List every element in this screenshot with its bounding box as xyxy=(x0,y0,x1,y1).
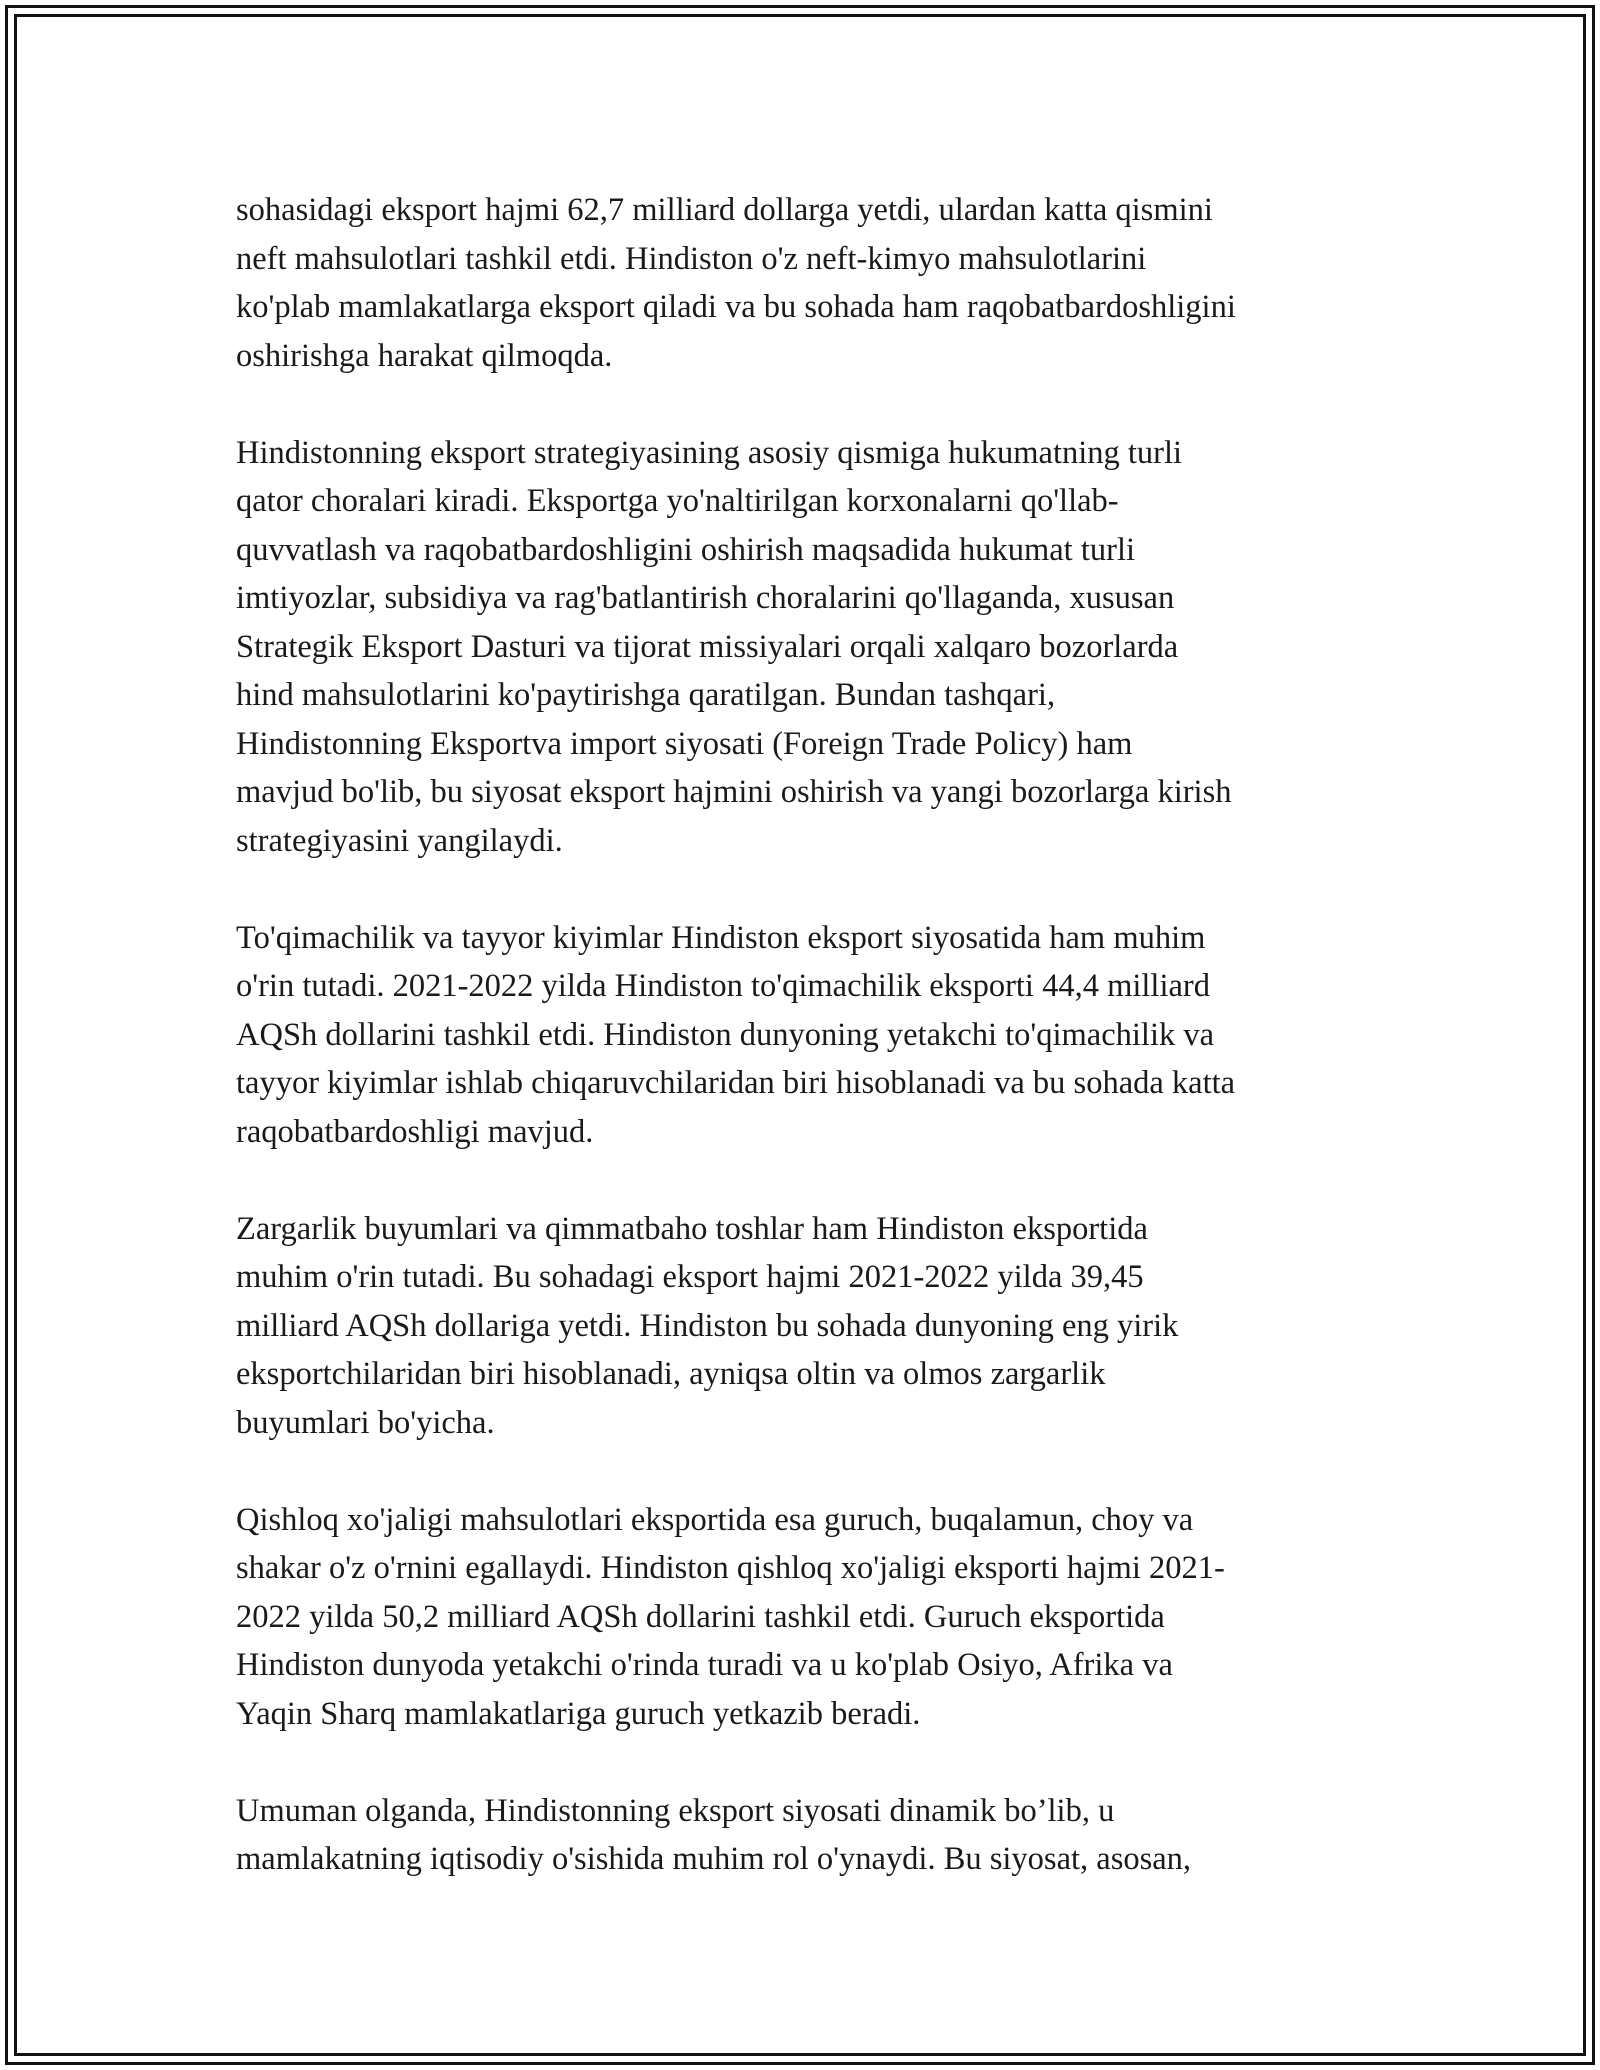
text-line: buyumlari bo'yicha. xyxy=(236,1404,495,1441)
paragraph-export-strategy xyxy=(236,429,1376,866)
text-line: sohasidagi eksport hajmi 62,7 milliard dollarga yetdi, ulardan katta qismini xyxy=(236,192,1213,228)
text-line: quvvatlash va raqobatbardoshligini oshirish maqsadida hukumat turli xyxy=(236,531,1136,568)
text-line: imtiyozlar, subsidiya va rag'batlantirish choralarini qo'llaganda, xususan xyxy=(236,580,1175,616)
text-line: mavjud bo'lib, bu siyosat eksport hajmini oshirish va yangi bozorlarga kirish xyxy=(236,774,1232,810)
text-line: eksportchilaridan biri hisoblanadi, ayniqsa oltin va olmos zargarlik xyxy=(236,1356,1106,1392)
text-line: hind mahsulotlarini ko'paytirishga qaratilgan. Bundan tashqari, xyxy=(236,677,1056,713)
text-line: Hindistonning eksport strategiyasining asosiy qismiga hukumatning turli xyxy=(236,434,1183,471)
text-line: muhim o'rin tutadi. Bu sohadagi eksport hajmi 2021-2022 yilda 39,45 xyxy=(236,1259,1144,1295)
text-line: Qishloq xo'jaligi mahsulotlari eksportida esa guruch, buqalamun, choy va xyxy=(236,1501,1194,1538)
text-line: Strategik Eksport Dasturi va tijorat missiyalari orqali xalqaro bozorlarda xyxy=(236,628,1179,665)
text-line: Zargarlik buyumlari va qimmatbaho toshlar ham Hindiston eksportida xyxy=(236,1210,1148,1247)
paragraph-conclusion xyxy=(236,1787,1376,1884)
paragraph-textile-exports xyxy=(236,914,1376,1157)
text-line: shakar o'z o'rnini egallaydi. Hindiston qishloq xo'jaligi eksporti hajmi 2021- xyxy=(236,1550,1225,1586)
document-body xyxy=(236,186,1376,1884)
text-line: o'rin tutadi. 2021-2022 yilda Hindiston to'qimachilik eksporti 44,4 milliard xyxy=(236,968,1210,1004)
text-line: AQSh dollarini tashkil etdi. Hindiston dunyoning yetakchi to'qimachilik va xyxy=(236,1016,1215,1053)
text-line: 2022 yilda 50,2 milliard AQSh dollarini tashkil etdi. Guruch eksportida xyxy=(236,1598,1165,1635)
text-line: mamlakatning iqtisodiy o'sishida muhim rol o'ynaydi. Bu siyosat, asosan, xyxy=(236,1841,1192,1877)
paragraph-jewelry-exports xyxy=(236,1205,1376,1448)
text-line: Yaqin Sharq mamlakatlariga guruch yetkazib beradi. xyxy=(236,1695,921,1732)
text-line: ko'plab mamlakatlarga eksport qiladi va bu sohada ham raqobatbardoshligini xyxy=(236,289,1236,325)
text-line: qator choralari kiradi. Eksportga yo'naltirilgan korxonalarni qo'llab- xyxy=(236,483,1119,519)
text-line: tayyor kiyimlar ishlab chiqaruvchilaridan biri hisoblanadi va bu sohada katta xyxy=(236,1065,1236,1101)
text-line: Hindiston dunyoda yetakchi o'rinda turadi va u ko'plab Osiyo, Afrika va xyxy=(236,1647,1173,1683)
paragraph-agricultural-exports xyxy=(236,1496,1376,1739)
paragraph-petrochemical-exports xyxy=(236,186,1376,380)
text-line: Hindistonning Eksportva import siyosati (Foreign Trade Policy) ham xyxy=(236,725,1133,762)
text-line: To'qimachilik va tayyor kiyimlar Hindiston eksport siyosatida ham muhim xyxy=(236,919,1206,956)
text-line: Umuman olganda, Hindistonning eksport siyosati dinamik bo’lib, u xyxy=(236,1792,1115,1829)
text-line: raqobatbardoshligi mavjud. xyxy=(236,1113,594,1150)
text-line: strategiyasini yangilaydi. xyxy=(236,822,563,859)
text-line: milliard AQSh dollariga yetdi. Hindiston bu sohada dunyoning eng yirik xyxy=(236,1307,1179,1344)
text-line: oshirishga harakat qilmoqda. xyxy=(236,337,613,374)
text-line: neft mahsulotlari tashkil etdi. Hindiston o'z neft-kimyo mahsulotlarini xyxy=(236,240,1147,277)
